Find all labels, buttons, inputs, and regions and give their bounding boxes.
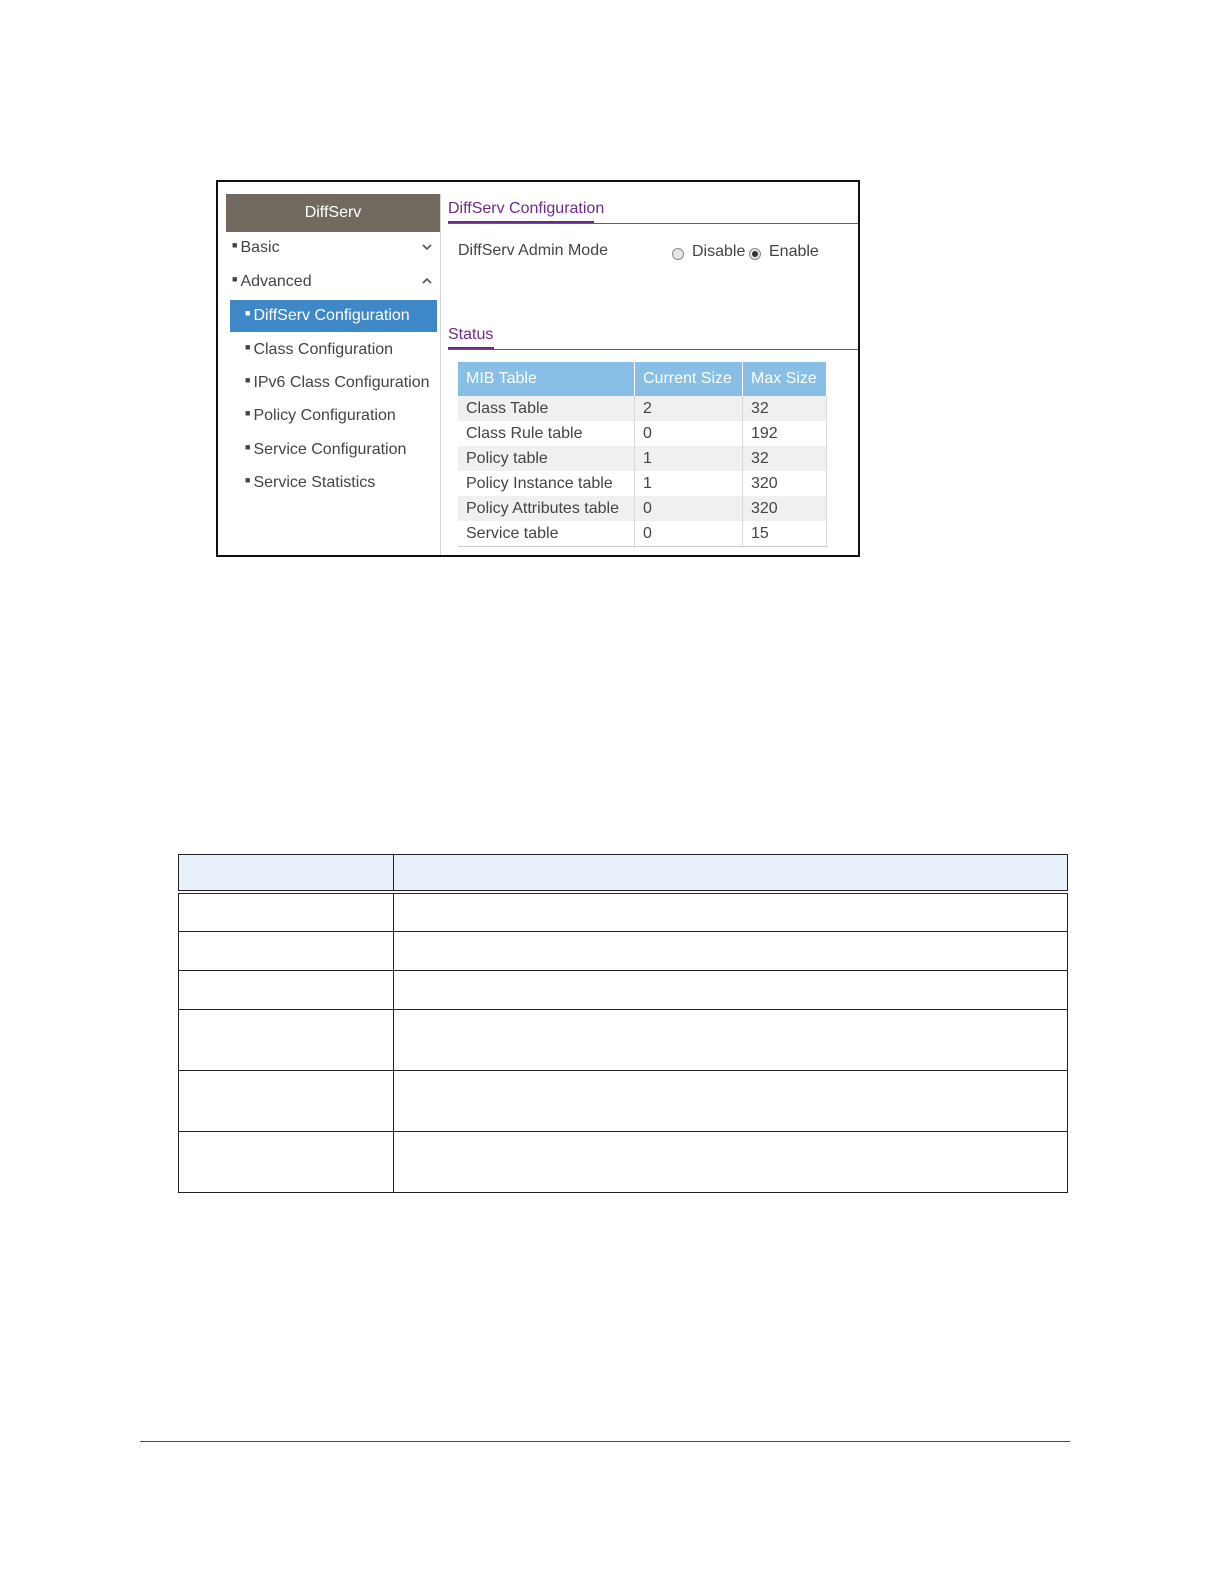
- field-cell: [179, 971, 394, 1010]
- mib-status-table: [458, 362, 827, 547]
- table-row: [179, 971, 1068, 1010]
- table-header-row: [179, 855, 1068, 893]
- footer-divider: [140, 1441, 1070, 1442]
- field-cell: [179, 1132, 394, 1193]
- table-row: [179, 892, 1068, 932]
- mib-name-cell: Policy Attributes table: [458, 496, 635, 521]
- column-header-current-size: Current Size: [635, 362, 743, 396]
- bullet-icon: ■: [245, 308, 251, 318]
- mib-name-cell: Service table: [458, 521, 635, 547]
- sidebar-item-service-statistics[interactable]: [226, 467, 440, 499]
- max-size-cell: 320: [743, 496, 827, 521]
- sidebar-item-ipv6-class-configuration[interactable]: [226, 367, 440, 399]
- disable-radio-label: Disable: [692, 243, 746, 260]
- header-cell: [394, 855, 1068, 893]
- bullet-icon: ■: [232, 274, 238, 284]
- current-size-cell: 0: [635, 496, 743, 521]
- table-row: [458, 496, 827, 521]
- table-row: [179, 1071, 1068, 1132]
- chevron-down-icon: [420, 240, 434, 254]
- bullet-icon: ■: [245, 408, 251, 418]
- table-header-row: [458, 362, 827, 396]
- current-size-cell: 2: [635, 396, 743, 421]
- current-size-cell: 1: [635, 471, 743, 496]
- status-section-title: Status: [448, 326, 494, 343]
- sidebar-item-class-configuration[interactable]: [226, 334, 440, 366]
- description-cell: [394, 1010, 1068, 1071]
- column-header-mib-table: MIB Table: [458, 362, 635, 396]
- config-section-divider: [448, 223, 858, 224]
- sidebar-item-label: Service Configuration: [253, 441, 407, 458]
- current-size-cell: 1: [635, 446, 743, 471]
- mib-name-cell: Class Rule table: [458, 421, 635, 446]
- table-row: [458, 446, 827, 471]
- max-size-cell: 320: [743, 471, 827, 496]
- bullet-icon: ■: [245, 342, 251, 352]
- description-cell: [394, 932, 1068, 971]
- sidebar-item-label: IPv6 Class Configuration: [253, 374, 430, 391]
- mib-name-cell: Class Table: [458, 396, 635, 421]
- ui-screenshot: [216, 180, 860, 557]
- sidebar: [226, 194, 441, 557]
- sidebar-header: DiffServ: [226, 194, 440, 232]
- sidebar-item-label: Basic: [240, 239, 280, 256]
- field-cell: [179, 892, 394, 932]
- description-cell: [394, 971, 1068, 1010]
- mib-name-cell: Policy Instance table: [458, 471, 635, 496]
- bullet-icon: ■: [245, 475, 251, 485]
- admin-mode-label: DiffServ Admin Mode: [458, 242, 608, 259]
- main-content: [448, 194, 858, 557]
- table-row: [458, 471, 827, 496]
- sidebar-item-policy-configuration[interactable]: [226, 400, 440, 432]
- description-cell: [394, 1071, 1068, 1132]
- sidebar-item-label: Advanced: [240, 273, 312, 290]
- mib-name-cell: Policy table: [458, 446, 635, 471]
- sidebar-item-label: DiffServ Configuration: [253, 307, 410, 324]
- description-table: [178, 854, 1068, 1193]
- max-size-cell: 192: [743, 421, 827, 446]
- status-section-divider: [448, 349, 858, 350]
- description-cell: [394, 1132, 1068, 1193]
- sidebar-item-diffserv-configuration[interactable]: [230, 300, 437, 332]
- description-cell: [394, 892, 1068, 932]
- table-row: [179, 1010, 1068, 1071]
- chevron-up-icon: [420, 274, 434, 288]
- enable-radio-label: Enable: [769, 243, 819, 260]
- table-row: [458, 421, 827, 446]
- max-size-cell: 32: [743, 396, 827, 421]
- column-header-max-size: Max Size: [743, 362, 827, 396]
- enable-radio[interactable]: [749, 248, 761, 260]
- max-size-cell: 15: [743, 521, 827, 547]
- disable-radio[interactable]: [672, 248, 684, 260]
- sidebar-item-label: Policy Configuration: [253, 407, 396, 424]
- bullet-icon: ■: [232, 240, 238, 250]
- table-row: [458, 396, 827, 421]
- table-row: [458, 521, 827, 547]
- sidebar-item-basic[interactable]: [226, 232, 440, 264]
- current-size-cell: 0: [635, 521, 743, 547]
- table-row: [179, 932, 1068, 971]
- sidebar-item-advanced[interactable]: [226, 266, 440, 298]
- bullet-icon: ■: [245, 375, 251, 385]
- field-cell: [179, 1010, 394, 1071]
- config-section-title: DiffServ Configuration: [448, 200, 605, 217]
- sidebar-item-label: Service Statistics: [253, 474, 376, 491]
- bullet-icon: ■: [245, 442, 251, 452]
- sidebar-item-service-configuration[interactable]: [226, 434, 440, 466]
- max-size-cell: 32: [743, 446, 827, 471]
- field-cell: [179, 1071, 394, 1132]
- field-cell: [179, 932, 394, 971]
- header-cell: [179, 855, 394, 893]
- current-size-cell: 0: [635, 421, 743, 446]
- table-row: [179, 1132, 1068, 1193]
- sidebar-item-label: Class Configuration: [253, 341, 394, 358]
